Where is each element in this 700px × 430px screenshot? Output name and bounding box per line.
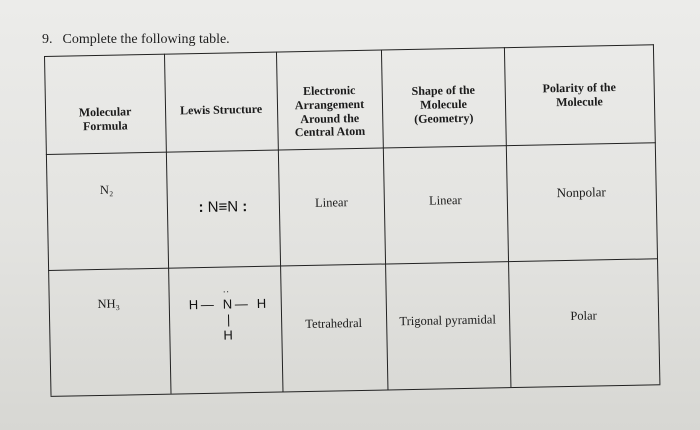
atom-label: N (227, 198, 239, 216)
question-prompt (42, 32, 230, 48)
header-line: Molecular (78, 104, 132, 120)
header-line: Central Atom (294, 124, 366, 140)
header-line: Around the (300, 110, 360, 126)
question-text: Complete the following table. (62, 32, 230, 47)
table-cell-shape: Trigonal pyramidal (399, 312, 496, 329)
chemistry-table (44, 44, 660, 396)
header-line: Molecule (556, 94, 603, 109)
header-electronic-arrangement (277, 84, 383, 141)
row-divider (48, 258, 658, 271)
table-cell-polarity: Polar (570, 308, 597, 323)
header-molecule-shape (382, 83, 506, 127)
table-cell-polarity: Nonpolar (556, 184, 606, 201)
single-bond: — (234, 296, 248, 312)
triple-bond: ≡ (218, 198, 228, 216)
table-cell-arrangement: Linear (314, 195, 348, 210)
atom-label: H (223, 327, 233, 343)
lone-pair-dots: ·· (222, 286, 230, 298)
header-polarity (505, 80, 655, 110)
header-line: Electronic (302, 83, 356, 99)
header-line: Arrangement (294, 96, 365, 112)
header-molecular-formula (45, 105, 166, 135)
single-bond-vertical (228, 314, 229, 326)
single-bond: — (200, 296, 214, 313)
table-cell-formula: NH₃ (97, 296, 121, 312)
header-lewis-structure (165, 103, 277, 119)
table-cell-shape: Linear (428, 193, 462, 208)
table-cell-arrangement: Tetrahedral (305, 315, 363, 332)
atom-label: N (222, 296, 233, 312)
n2-lewis-structure (167, 198, 279, 217)
header-line: Molecule (420, 96, 467, 112)
lone-pair-dots: : (242, 198, 248, 216)
table-cell-formula: N₂ (99, 182, 114, 197)
question-number: 9. (42, 32, 53, 47)
atom-label: H (256, 295, 267, 311)
lone-pair-dots: : (198, 198, 204, 217)
header-divider (46, 142, 656, 155)
header-line: Shape of the (411, 82, 476, 98)
atom-label: H (188, 297, 199, 313)
atom-label: N (207, 198, 219, 216)
header-line: (Geometry) (413, 110, 474, 126)
header-line: Polarity of the (542, 80, 616, 96)
header-line: Lewis Structure (179, 101, 263, 118)
nh3-lewis-structure (177, 286, 278, 352)
header-line: Formula (82, 118, 128, 134)
